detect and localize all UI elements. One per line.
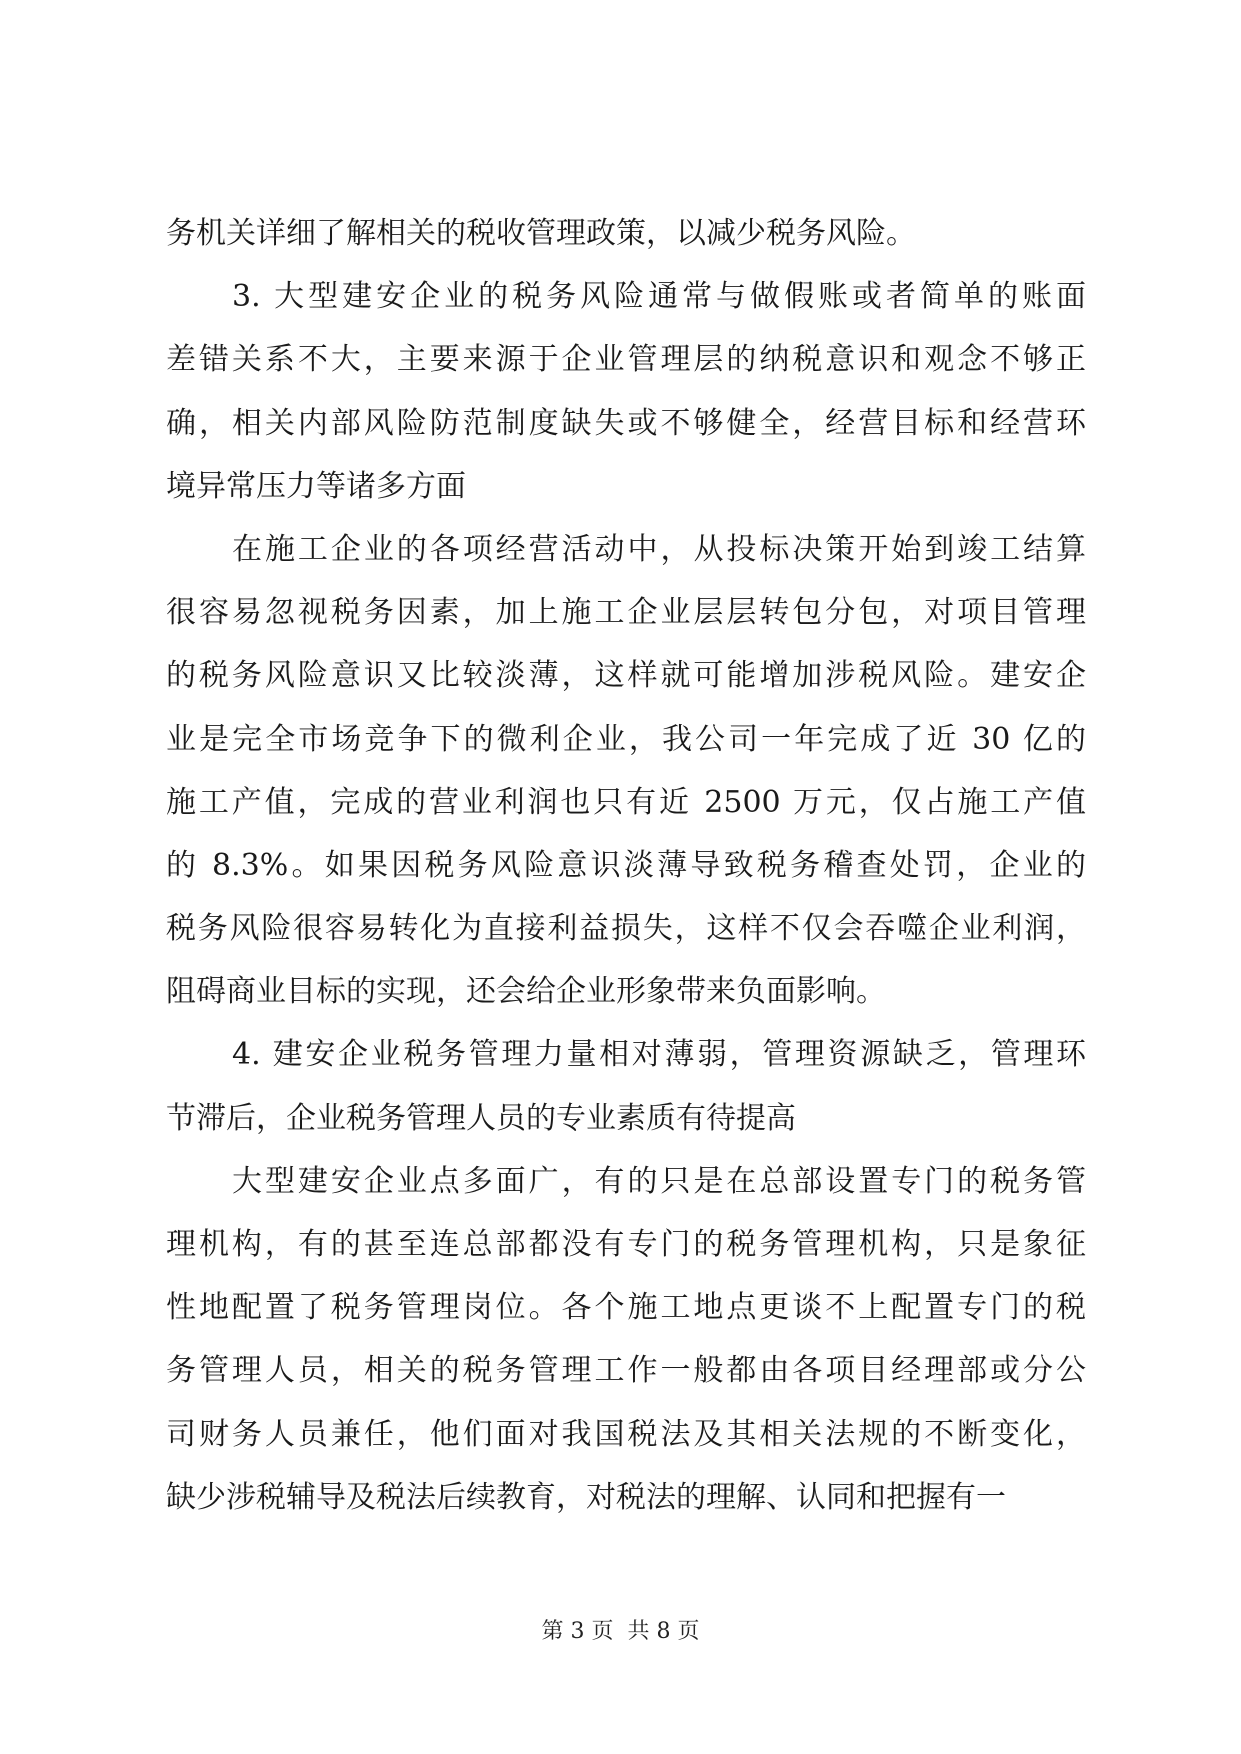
page-footer: 第 3 页 共 8 页 (541, 1619, 700, 1644)
text-line: 业是完全市场竞争下的微利企业，我公司一年完成了近 30 亿的 (166, 721, 1086, 757)
text-line: 差错关系不大，主要来源于企业管理层的纳税意识和观念不够正 (166, 342, 1086, 378)
text-line: 理机构，有的甚至连总部都没有专门的税务管理机构，只是象征 (166, 1227, 1086, 1262)
text-line: 境异常压力等诸多方面 (166, 468, 466, 504)
text-line: 性地配置了税务管理岗位。各个施工地点更谈不上配置专门的税 (166, 1290, 1086, 1326)
text-line: 阻碍商业目标的实现，还会给企业形象带来负面影响。 (166, 974, 886, 1010)
text-line: 在施工企业的各项经营活动中，从投标决策开始到竣工结算 (232, 531, 1086, 567)
text-line: 务机关详细了解相关的税收管理政策，以减少税务风险。 (166, 216, 916, 251)
text-line: 的税务风险意识又比较淡薄，这样就可能增加涉税风险。建安企 (166, 658, 1086, 694)
paragraph (166, 202, 1086, 265)
paragraph (166, 265, 1086, 518)
text-line: 节滞后，企业税务管理人员的专业素质有待提高 (166, 1100, 796, 1136)
text-line: 4. 建安企业税务管理力量相对薄弱，管理资源缺乏，管理环 (232, 1037, 1086, 1073)
text-line: 司财务人员兼任，他们面对我国税法及其相关法规的不断变化， (166, 1416, 1086, 1452)
paragraph (166, 1023, 1086, 1149)
paragraph (166, 518, 1086, 1024)
text-line: 大型建安企业点多面广，有的只是在总部设置专门的税务管 (232, 1163, 1086, 1199)
text-line: 3. 大型建安企业的税务风险通常与做假账或者简单的账面 (232, 279, 1086, 315)
text-line: 税务风险很容易转化为直接利益损失，这样不仅会吞噬企业利润， (166, 911, 1086, 947)
text-line: 施工产值，完成的营业利润也只有近 2500 万元，仅占施工产值 (166, 784, 1086, 820)
text-line: 的 8.3%。如果因税务风险意识淡薄导致税务稽查处罚，企业的 (166, 847, 1086, 883)
paragraph (166, 1150, 1086, 1529)
body-text (166, 202, 1086, 1529)
text-line: 缺少涉税辅导及税法后续教育，对税法的理解、认同和把握有一 (166, 1479, 1006, 1515)
text-line: 确，相关内部风险防范制度缺失或不够健全，经营目标和经营环 (166, 405, 1086, 441)
text-line: 很容易忽视税务因素，加上施工企业层层转包分包，对项目管理 (166, 595, 1086, 631)
text-line: 务管理人员，相关的税务管理工作一般都由各项目经理部或分公 (166, 1353, 1086, 1389)
